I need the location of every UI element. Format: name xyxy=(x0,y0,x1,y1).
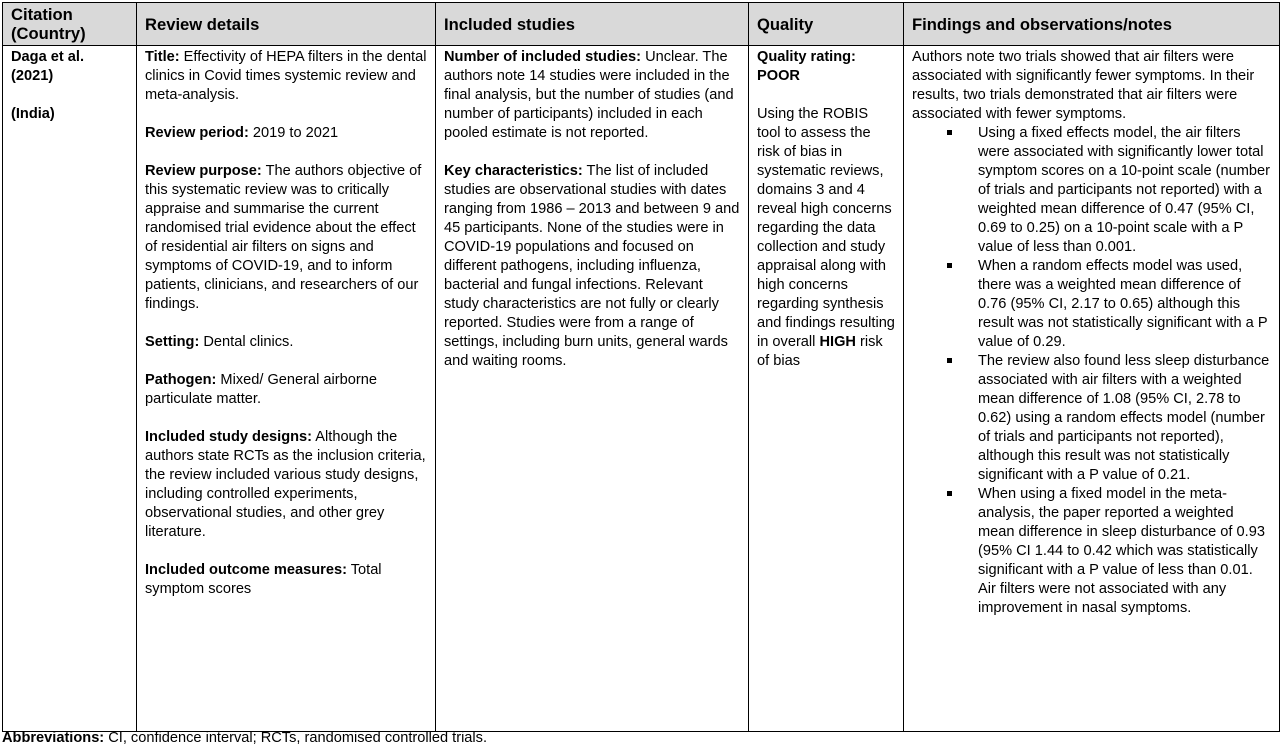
review-outcome-measures: Included outcome measures: Total symptom scores xyxy=(145,562,382,597)
list-item: Using a fixed effects model, the air filters were associated with significantly lower total symptom scores on a 10-point scale (number of trials and participants not reported) with a weighted mean difference of 0.47 (95% CI, 0.69 to 0.25) on a 10-point scale with a P value of less than 0.001. xyxy=(978,125,1271,255)
header-citation: Citation (Country) xyxy=(3,3,137,46)
quality-cell xyxy=(749,46,904,732)
included-studies-cell xyxy=(436,46,749,732)
header-findings: Findings and observations/notes xyxy=(904,3,1280,46)
review-title: Title: Effectivity of HEPA filters in the dental clinics in Covid times systemic review and meta-analysis. xyxy=(145,49,427,103)
review-pathogen: Pathogen: Mixed/ General airborne particulate matter. xyxy=(145,372,377,407)
review-details-cell xyxy=(137,46,436,732)
quality-note: Using the ROBIS tool to assess the risk of bias in systematic reviews, domains 3 and 4 reveal high concerns regarding the data collection and study appraisal along with high concerns regarding synthesis and findings resulting in overall HIGH risk of bias xyxy=(757,106,895,369)
header-review-details: Review details xyxy=(137,3,436,46)
studies-key-characteristics: Key characteristics: The list of included studies are observational studies with dates ranging from 1986 – 2013 and between 9 and 45 participants. None of the studies were in COVID-19 populations and focused on different pathogens, including influenza, bacterial and fungal infections. Relevant study characteristics are not fully or clearly reported. Studies were from a range of settings, including burn units, general wards and waiting rooms. xyxy=(444,163,740,369)
findings-list xyxy=(912,124,1271,618)
citation-author: Daga et al. (2021) xyxy=(11,49,84,84)
list-item: When using a fixed model in the meta-analysis, the paper reported a weighted mean difference in sleep disturbance of 0.93 (95% CI 1.44 to 0.42 which was statistically significant with a P value of less than 0.01. Air filters were not associated with any improvement in nasal symptoms. xyxy=(978,485,1271,618)
citation-cell xyxy=(3,46,137,732)
review-study-designs: Included study designs: Although the authors state RCTs as the inclusion criteria, the review included various study designs, including controlled experiments, observational studies, and other grey literature. xyxy=(145,429,426,540)
review-setting: Setting: Dental clinics. xyxy=(145,334,294,350)
header-included-studies: Included studies xyxy=(436,3,749,46)
abbreviations-footnote: Abbreviations: CI, confidence interval; RCTs, randomised controlled trials. xyxy=(2,730,488,746)
header-row xyxy=(3,3,1280,46)
citation-country: (India) xyxy=(11,106,55,122)
evidence-table xyxy=(2,2,1280,732)
review-period: Review period: 2019 to 2021 xyxy=(145,125,339,141)
header-quality: Quality xyxy=(749,3,904,46)
review-purpose: Review purpose: The authors objective of this systematic review was to critically appraise and summarise the current randomised trial evidence about the effect of residential air filters on signs and symptoms of COVID-19, and to inform patients, clinicians, and researchers of our findings. xyxy=(145,163,422,312)
findings-cell xyxy=(904,46,1280,732)
list-item: The review also found less sleep disturbance associated with air filters with a weighted mean difference of 1.08 (95% CI, 2.78 to 0.62) using a random effects model (number of trials and participants not reported), although this result was not statistically significant with a P value of 0.21. xyxy=(978,353,1270,483)
studies-number: Number of included studies: Unclear. The authors note 14 studies were included in the final analysis, but the number of studies (and number of participants) included in each pooled estimate is not reported. xyxy=(444,49,734,141)
findings-intro: Authors note two trials showed that air filters were associated with significantly fewer symptoms. In their results, two trials demonstrated that air filters were associated with fewer symptoms. xyxy=(912,49,1255,122)
table-row xyxy=(3,46,1280,732)
list-item: When a random effects model was used, there was a weighted mean difference of 0.76 (95% CI, 2.17 to 0.65) although this result was not statistically significant with a P value of 0.29. xyxy=(978,257,1271,352)
quality-rating: Quality rating: POOR xyxy=(757,49,856,84)
